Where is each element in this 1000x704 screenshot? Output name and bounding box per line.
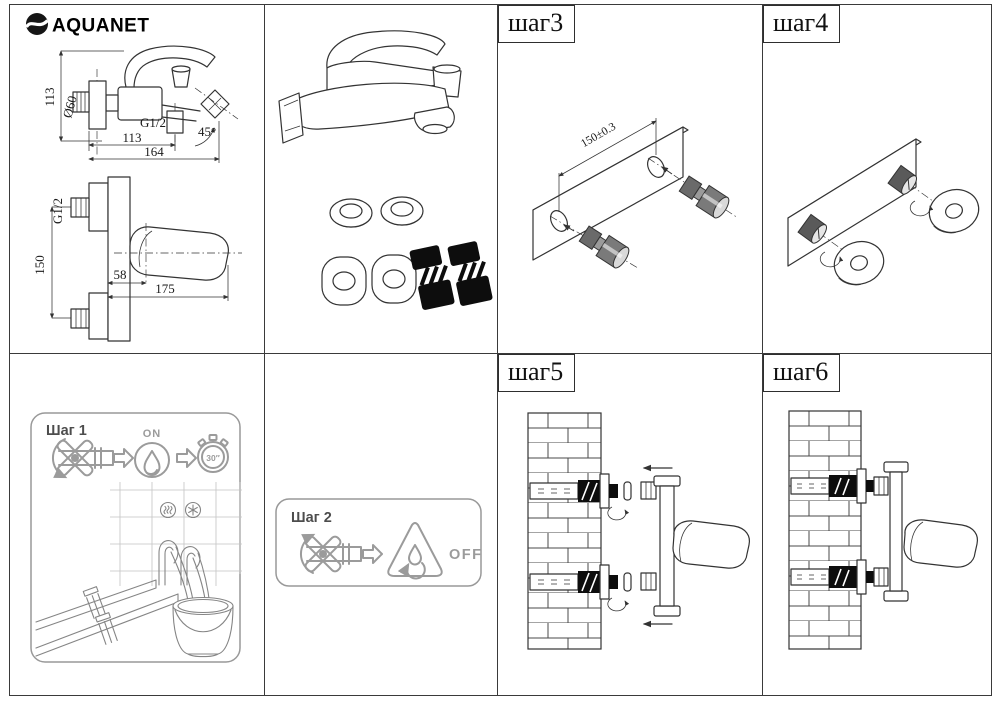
valve-close-icon	[301, 535, 361, 573]
bucket-illustration	[173, 598, 233, 657]
step5-svg	[498, 354, 763, 695]
step5-label: шаг5	[508, 357, 564, 386]
hot-water-icon	[161, 503, 176, 518]
dimension-drawings-svg	[10, 5, 265, 354]
rotate-arrow-icon	[608, 507, 626, 520]
panel-step2	[265, 354, 498, 695]
dim-depth1: 113	[122, 130, 142, 145]
step6-label-box	[763, 354, 840, 392]
front-view-drawing	[32, 177, 242, 341]
o-ring-gaskets	[330, 197, 423, 227]
step4-svg	[763, 5, 991, 354]
panel-step6	[763, 354, 991, 695]
rotate-arrow-icon	[910, 201, 930, 216]
panel-step3	[498, 5, 763, 354]
step6-label: шаг6	[773, 357, 829, 386]
step5-label-box	[498, 354, 575, 392]
panel-step1	[10, 354, 265, 695]
step3-svg	[498, 5, 763, 354]
dim-thread-front: G1/2	[50, 198, 65, 224]
parts-svg	[265, 5, 498, 354]
brick-wall	[789, 411, 861, 649]
dim-thread-side: G1/2	[140, 115, 166, 130]
dim-depth2: 164	[144, 144, 164, 159]
tile-grid	[110, 482, 242, 586]
aquanet-logo	[26, 13, 149, 37]
mixer-product	[279, 31, 461, 143]
rosette	[829, 235, 890, 290]
timer-text: 30″	[206, 453, 220, 463]
gasket	[624, 482, 631, 500]
dim-offset: 58	[113, 267, 127, 282]
dim-diameter: Ø60	[59, 94, 80, 120]
dim-angle: 45°	[198, 124, 217, 139]
step1-label: Шаг 1	[46, 423, 87, 439]
panel-dimensions	[10, 5, 265, 354]
side-view-drawing	[42, 46, 238, 163]
water-on-icon	[135, 428, 169, 477]
valve-open-icon	[53, 439, 113, 477]
arrow-right-icon	[363, 545, 382, 563]
arrow-right-icon	[177, 449, 196, 467]
dim-hole-spacing: 150±0.3	[579, 120, 618, 151]
dim-height: 113	[42, 87, 57, 107]
step2-label: Шаг 2	[291, 510, 332, 526]
eccentric	[578, 224, 632, 271]
step4-label: шаг4	[773, 8, 829, 37]
panel-step4	[763, 5, 991, 354]
supply-pipes	[36, 580, 178, 656]
flat-washers	[322, 255, 416, 305]
step1-svg	[10, 354, 265, 695]
timer-icon	[198, 435, 228, 472]
water-streams	[159, 541, 210, 606]
arrow-right-icon	[114, 449, 133, 467]
gasket	[624, 573, 631, 591]
eccentric	[678, 174, 732, 221]
warning-off-icon	[388, 523, 442, 579]
dim-spacing: 150	[32, 255, 47, 275]
step4-label-box	[763, 5, 840, 43]
brand-name: AQUANET	[52, 15, 150, 37]
step6-svg	[763, 354, 991, 695]
step2-svg	[265, 354, 498, 695]
step3-label: шаг3	[508, 8, 564, 37]
step3-label-box	[498, 5, 575, 43]
mixer-body-step5	[641, 468, 749, 624]
rosette	[924, 183, 985, 238]
on-text: ON	[142, 428, 162, 440]
dim-width: 175	[155, 281, 175, 296]
off-text: OFF	[449, 547, 483, 563]
instruction-sheet	[9, 4, 992, 696]
rotate-arrow-icon	[608, 598, 626, 611]
eccentric-adapters	[409, 240, 493, 311]
brick-wall	[528, 413, 601, 649]
mounted-mixer-body	[884, 462, 977, 601]
cold-water-icon	[186, 503, 201, 518]
panel-step5	[498, 354, 763, 695]
flushing-drawing	[36, 482, 242, 657]
panel-parts	[265, 5, 498, 354]
